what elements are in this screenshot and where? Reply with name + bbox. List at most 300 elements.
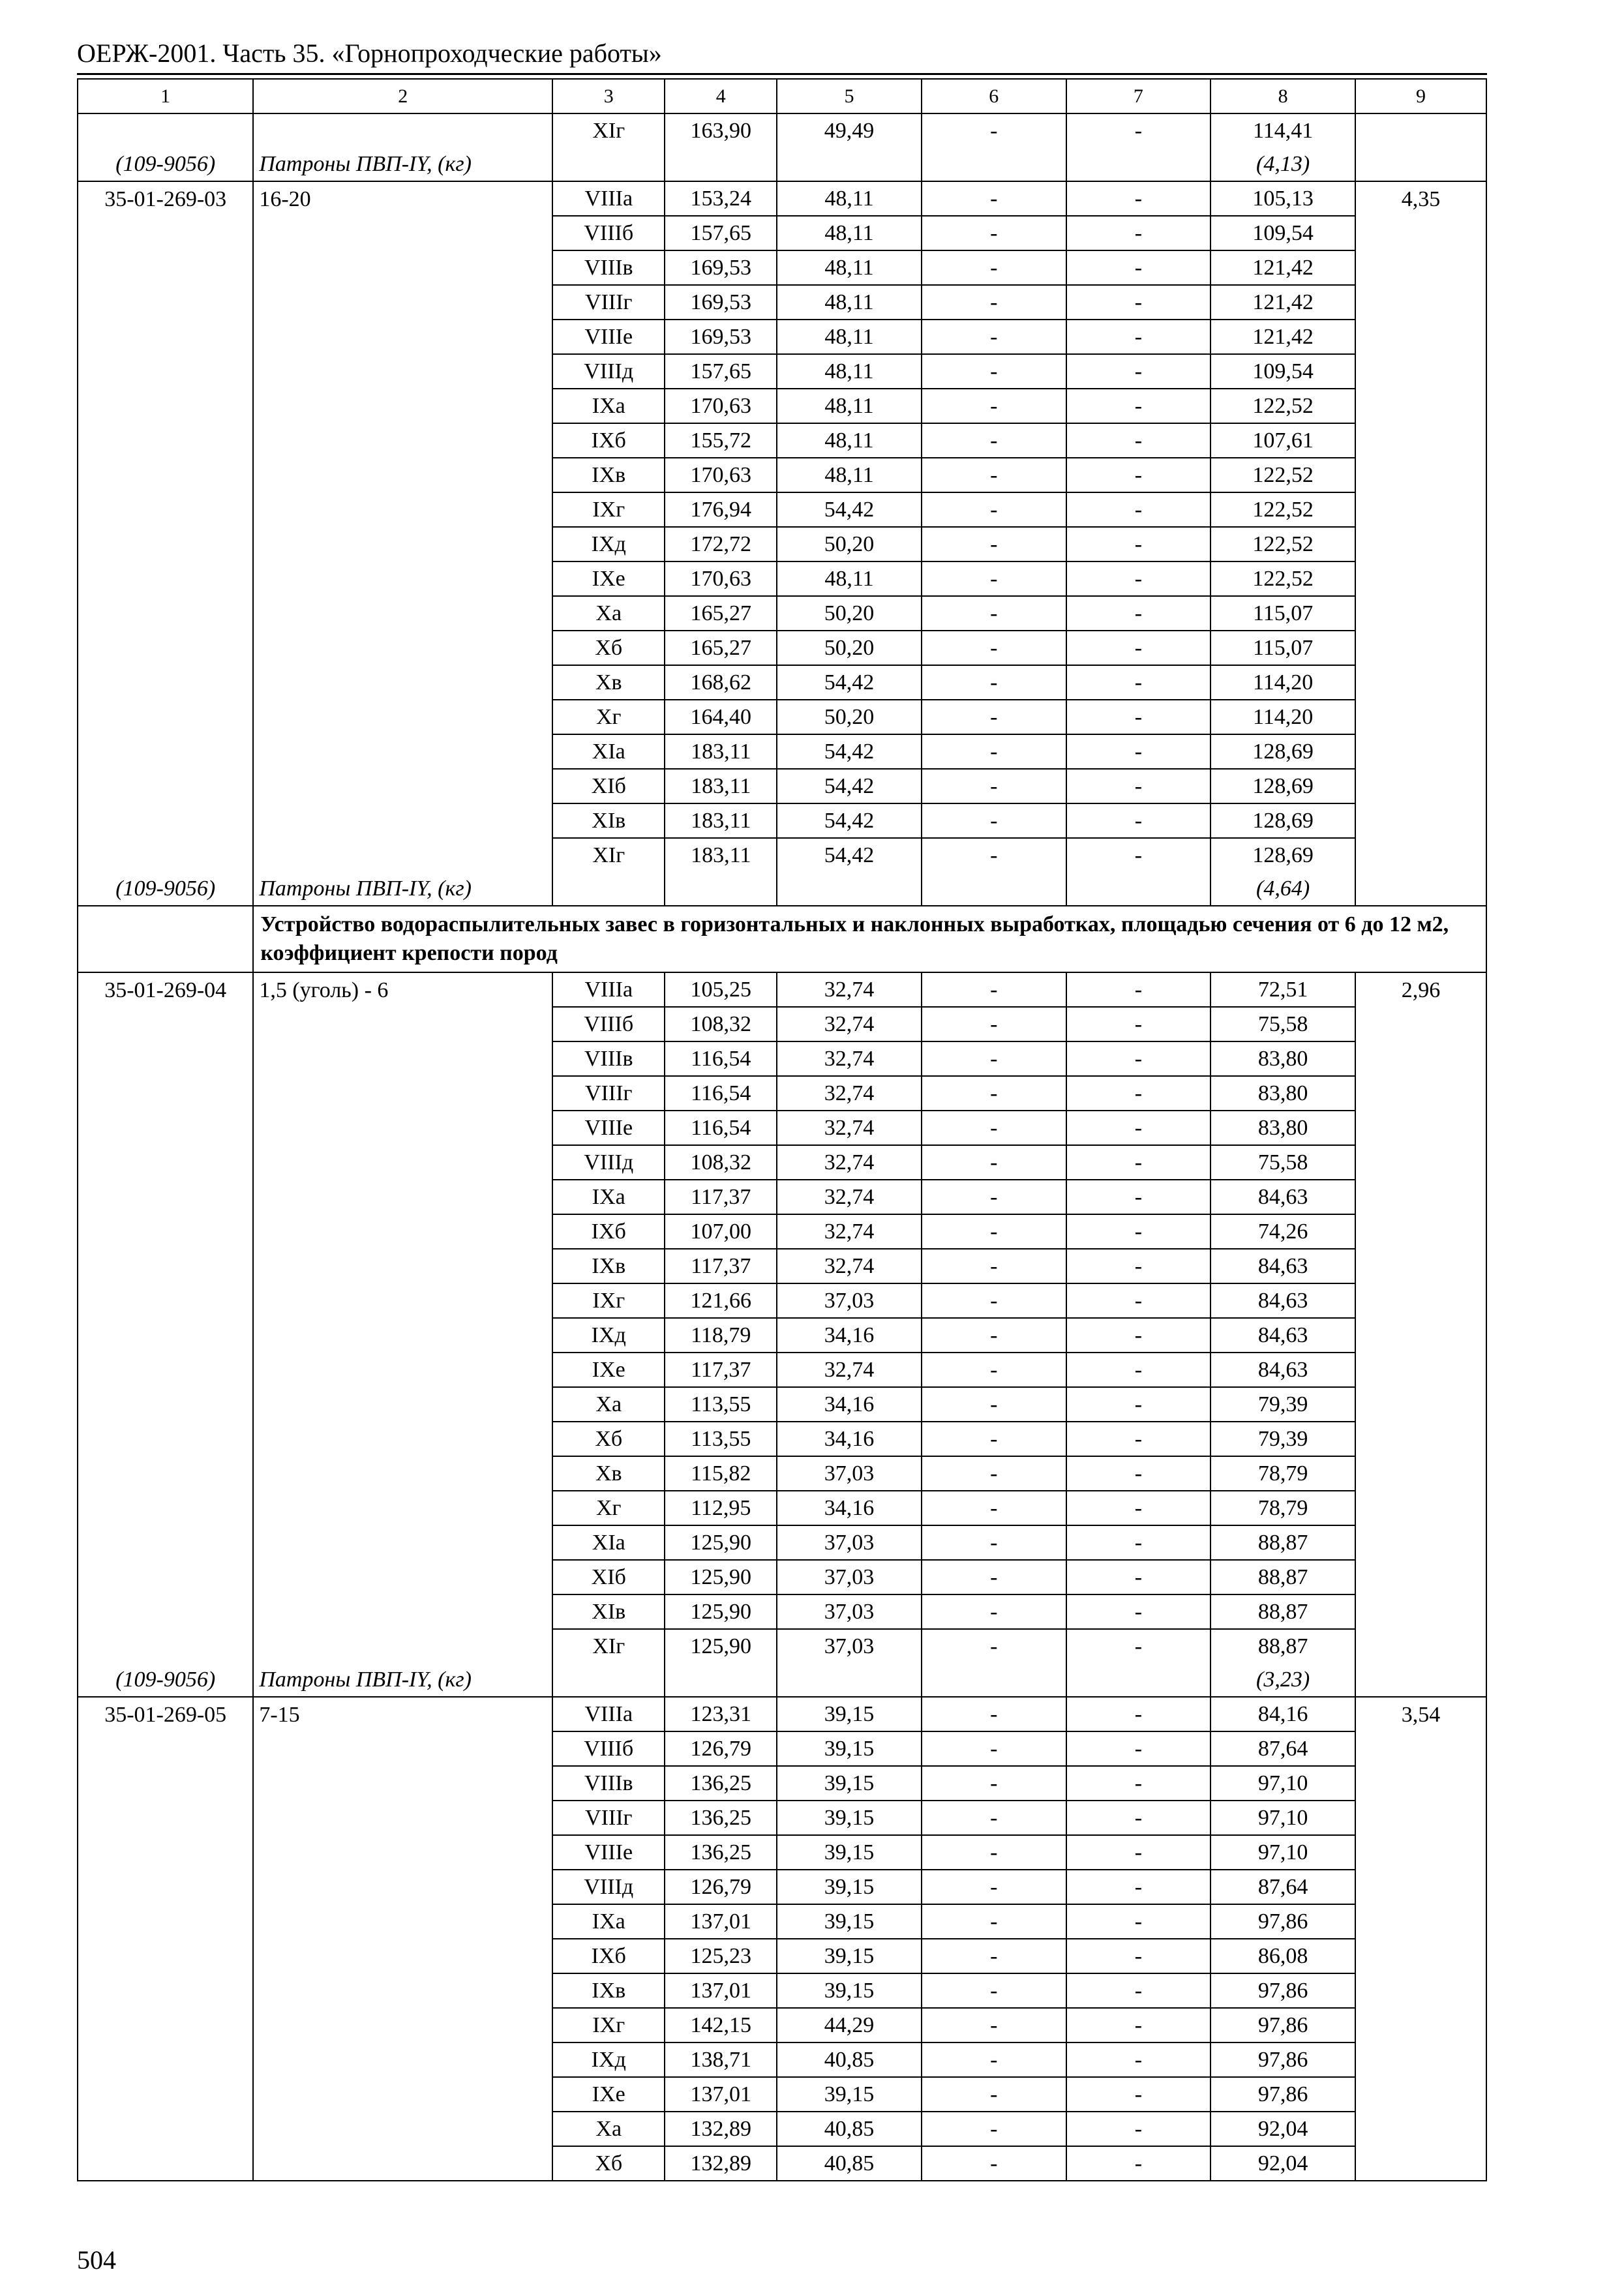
cell-c4: 117,37 — [665, 1353, 777, 1387]
table-row — [78, 1353, 1486, 1387]
cell-c7: - — [1066, 527, 1211, 561]
cell-c4: 113,55 — [665, 1387, 777, 1422]
cell-c7: - — [1066, 700, 1211, 734]
cell-c3: Xг — [552, 700, 665, 734]
cell-c1 — [78, 596, 253, 631]
cell-c6: - — [922, 1491, 1066, 1525]
cell-c8: 79,39 — [1210, 1422, 1355, 1456]
cell-c8: 115,07 — [1210, 631, 1355, 665]
cell-c8: 78,79 — [1210, 1456, 1355, 1491]
cell-c8: (4,64) — [1210, 872, 1355, 906]
cell-c3: XIб — [552, 769, 665, 803]
cell-c4: 108,32 — [665, 1007, 777, 1041]
cell-c4: 176,94 — [665, 492, 777, 527]
cell-c6: - — [922, 1387, 1066, 1422]
cell-c9 — [1355, 838, 1486, 872]
table-row — [78, 2112, 1486, 2146]
cell-c7: - — [1066, 1870, 1211, 1904]
cell-c3: IXе — [552, 561, 665, 596]
table-row — [78, 492, 1486, 527]
cell-c1 — [78, 285, 253, 320]
cell-c9 — [1355, 1870, 1486, 1904]
cell-c7: - — [1066, 1283, 1211, 1318]
cell-c6: - — [922, 1214, 1066, 1249]
cell-c5: 54,42 — [777, 838, 922, 872]
cell-c1 — [78, 631, 253, 665]
cell-c4: 183,11 — [665, 803, 777, 838]
cell-c3: XIб — [552, 1560, 665, 1594]
cell-c1 — [78, 1560, 253, 1594]
cell-c7: - — [1066, 838, 1211, 872]
cell-c4: 170,63 — [665, 389, 777, 423]
cell-c7: - — [1066, 1766, 1211, 1801]
cell-c3: XIг — [552, 1629, 665, 1663]
cell-c7: - — [1066, 216, 1211, 250]
cell-c4: 165,27 — [665, 596, 777, 631]
cell-c9 — [1355, 492, 1486, 527]
cell-c5: 49,49 — [777, 113, 922, 147]
cell-c2 — [253, 285, 552, 320]
cell-c9 — [1355, 423, 1486, 458]
cell-c3 — [552, 147, 665, 181]
cell-c4: 121,66 — [665, 1283, 777, 1318]
cell-c7: - — [1066, 285, 1211, 320]
cell-c1 — [78, 1731, 253, 1766]
cell-c2 — [253, 1594, 552, 1629]
cell-c1 — [78, 1491, 253, 1525]
cell-c5: 32,74 — [777, 1111, 922, 1145]
cell-c4 — [665, 147, 777, 181]
cell-c5: 37,03 — [777, 1560, 922, 1594]
cell-c1 — [78, 527, 253, 561]
cell-c8: 128,69 — [1210, 838, 1355, 872]
table-body — [78, 79, 1486, 2181]
table-row — [78, 1870, 1486, 1904]
cell-c8: 78,79 — [1210, 1491, 1355, 1525]
cell-c1 — [78, 1318, 253, 1353]
cell-c7: - — [1066, 2146, 1211, 2181]
cell-c6: - — [922, 1939, 1066, 1973]
cell-c6: - — [922, 1041, 1066, 1076]
cell-c8: 88,87 — [1210, 1525, 1355, 1560]
cell-c1 — [78, 803, 253, 838]
cell-c2 — [253, 1939, 552, 1973]
cell-c1 — [78, 2042, 253, 2077]
cell-c8: 92,04 — [1210, 2146, 1355, 2181]
cell-c9 — [1355, 354, 1486, 389]
cell-c8: 84,63 — [1210, 1249, 1355, 1283]
cell-c3: IXв — [552, 1973, 665, 2008]
cell-c7 — [1066, 147, 1211, 181]
cell-c5: 50,20 — [777, 527, 922, 561]
cell-c5: 54,42 — [777, 769, 922, 803]
cell-c2 — [253, 1766, 552, 1801]
cell-c8: 84,63 — [1210, 1180, 1355, 1214]
cell-c4: 132,89 — [665, 2112, 777, 2146]
cell-c5 — [777, 872, 922, 906]
cell-c9 — [1355, 734, 1486, 769]
table-row — [78, 2042, 1486, 2077]
cell-c7: - — [1066, 596, 1211, 631]
cell-c6: - — [922, 2112, 1066, 2146]
cell-c5: 37,03 — [777, 1629, 922, 1663]
cell-c6: - — [922, 769, 1066, 803]
cell-c9 — [1355, 1939, 1486, 1973]
cell-c2: 16-20 — [253, 181, 552, 216]
cell-c5: 48,11 — [777, 458, 922, 492]
cell-c9 — [1355, 2146, 1486, 2181]
cell-c1 — [78, 838, 253, 872]
cell-c5: 44,29 — [777, 2008, 922, 2042]
cell-c3: IXд — [552, 2042, 665, 2077]
cell-c9 — [1355, 596, 1486, 631]
cell-c2 — [253, 113, 552, 147]
cell-c6: - — [922, 1249, 1066, 1283]
cell-c3: IXд — [552, 1318, 665, 1353]
cell-c1 — [78, 700, 253, 734]
cell-c1 — [78, 1041, 253, 1076]
cell-c5: 48,11 — [777, 389, 922, 423]
cell-c4: 157,65 — [665, 216, 777, 250]
cell-c2: 7-15 — [253, 1697, 552, 1731]
cell-c6: - — [922, 113, 1066, 147]
cell-c7: - — [1066, 458, 1211, 492]
cell-c9 — [1355, 1214, 1486, 1249]
cell-c1 — [78, 1629, 253, 1663]
cell-c5: 48,11 — [777, 216, 922, 250]
cell-c5: 48,11 — [777, 423, 922, 458]
cell-c3: Xб — [552, 1422, 665, 1456]
cell-c2 — [253, 1283, 552, 1318]
cell-c7: - — [1066, 1629, 1211, 1663]
cell-c2 — [253, 803, 552, 838]
cell-c9 — [1355, 2112, 1486, 2146]
cell-c5: 37,03 — [777, 1525, 922, 1560]
cell-c8: 109,54 — [1210, 354, 1355, 389]
cell-c6: - — [922, 527, 1066, 561]
cell-c7: - — [1066, 1560, 1211, 1594]
cell-c1: (109-9056) — [78, 1663, 253, 1697]
cell-c7: - — [1066, 1041, 1211, 1076]
cell-c1 — [78, 1387, 253, 1422]
cell-c9 — [1355, 1041, 1486, 1076]
column-number: 3 — [552, 79, 665, 113]
cell-c9: 3,54 — [1355, 1697, 1486, 1731]
cell-c3: IXб — [552, 1939, 665, 1973]
cell-c4 — [665, 1663, 777, 1697]
cell-c8: 86,08 — [1210, 1939, 1355, 1973]
cell-c2: Патроны ПВП-IY, (кг) — [253, 147, 552, 181]
cell-c6: - — [922, 1353, 1066, 1387]
table-row — [78, 1973, 1486, 2008]
cell-c2 — [253, 1491, 552, 1525]
cell-c8: 128,69 — [1210, 769, 1355, 803]
cell-c6: - — [922, 1283, 1066, 1318]
table-row — [78, 1318, 1486, 1353]
column-number: 8 — [1210, 79, 1355, 113]
cell-c7: - — [1066, 1007, 1211, 1041]
cell-c1 — [78, 216, 253, 250]
cell-c4: 169,53 — [665, 320, 777, 354]
cell-c2 — [253, 1870, 552, 1904]
cell-c7: - — [1066, 1145, 1211, 1180]
cell-c8: 75,58 — [1210, 1007, 1355, 1041]
cell-c7: - — [1066, 113, 1211, 147]
cell-c8: 87,64 — [1210, 1731, 1355, 1766]
cell-c2: 1,5 (уголь) - 6 — [253, 972, 552, 1007]
cell-c3: XIа — [552, 1525, 665, 1560]
cell-c2 — [253, 700, 552, 734]
cell-c5: 50,20 — [777, 596, 922, 631]
table-row — [78, 285, 1486, 320]
table-row — [78, 1180, 1486, 1214]
cell-c6: - — [922, 1766, 1066, 1801]
cell-c5: 48,11 — [777, 181, 922, 216]
table-row — [78, 2146, 1486, 2181]
cell-c5: 39,15 — [777, 1801, 922, 1835]
section-heading-row — [78, 906, 1486, 972]
cell-c1 — [78, 1904, 253, 1939]
cell-c3: XIг — [552, 113, 665, 147]
cell-c1 — [78, 2112, 253, 2146]
cell-c9 — [1355, 250, 1486, 285]
cell-c7: - — [1066, 1594, 1211, 1629]
cell-c4 — [665, 872, 777, 906]
table-row — [78, 320, 1486, 354]
cell-c1 — [78, 2077, 253, 2112]
cell-c9 — [1355, 1456, 1486, 1491]
cell-c7: - — [1066, 1249, 1211, 1283]
cell-c7: - — [1066, 1318, 1211, 1353]
cell-c5: 37,03 — [777, 1283, 922, 1318]
cell-c9 — [1355, 561, 1486, 596]
cell-c2 — [253, 2008, 552, 2042]
table-row — [78, 1939, 1486, 1973]
cell-c2 — [253, 1353, 552, 1387]
column-number-row — [78, 79, 1486, 113]
cell-c7: - — [1066, 665, 1211, 700]
cell-c2 — [253, 216, 552, 250]
cell-c3: XIг — [552, 838, 665, 872]
cell-c6: - — [922, 1594, 1066, 1629]
cell-c5: 48,11 — [777, 285, 922, 320]
cell-c6: - — [922, 1076, 1066, 1111]
cell-c4: 116,54 — [665, 1041, 777, 1076]
cell-c4: 137,01 — [665, 1904, 777, 1939]
cell-c3 — [552, 1663, 665, 1697]
cell-c5: 39,15 — [777, 1766, 922, 1801]
cell-c4: 137,01 — [665, 1973, 777, 2008]
table-row — [78, 700, 1486, 734]
cell-c3: VIIIв — [552, 250, 665, 285]
cell-c6: - — [922, 1973, 1066, 2008]
material-row — [78, 147, 1486, 181]
table-row — [78, 769, 1486, 803]
cell-c3: VIIIб — [552, 216, 665, 250]
cell-c3: IXб — [552, 423, 665, 458]
cell-c9 — [1355, 216, 1486, 250]
cell-c3: IXг — [552, 492, 665, 527]
cell-c9 — [1355, 320, 1486, 354]
header-rule — [77, 73, 1487, 75]
cell-c7: - — [1066, 1697, 1211, 1731]
cell-c5: 34,16 — [777, 1422, 922, 1456]
cell-c3: IXа — [552, 1904, 665, 1939]
cell-c6: - — [922, 250, 1066, 285]
cell-c7: - — [1066, 2112, 1211, 2146]
cell-c5: 37,03 — [777, 1456, 922, 1491]
cell-c1 — [78, 1456, 253, 1491]
cell-c9 — [1355, 1353, 1486, 1387]
cell-c7: - — [1066, 1214, 1211, 1249]
cell-c4: 137,01 — [665, 2077, 777, 2112]
cell-c3: IXв — [552, 1249, 665, 1283]
cell-c6: - — [922, 803, 1066, 838]
table-row — [78, 2008, 1486, 2042]
cell-c4: 183,11 — [665, 769, 777, 803]
cell-c6: - — [922, 1525, 1066, 1560]
cell-c1 — [78, 1353, 253, 1387]
cell-c1 — [78, 1766, 253, 1801]
cell-c1: (109-9056) — [78, 147, 253, 181]
cell-c2 — [253, 769, 552, 803]
table-row — [78, 250, 1486, 285]
table-row — [78, 1904, 1486, 1939]
table-row — [78, 1697, 1486, 1731]
cell-c9 — [1355, 527, 1486, 561]
table-row — [78, 631, 1486, 665]
cell-c2 — [253, 1145, 552, 1180]
cell-c1 — [78, 1180, 253, 1214]
cell-c9 — [1355, 1766, 1486, 1801]
cell-c9 — [1355, 1904, 1486, 1939]
material-row — [78, 1663, 1486, 1697]
cell-c7: - — [1066, 1525, 1211, 1560]
cell-c2 — [253, 2112, 552, 2146]
cell-c9 — [1355, 1663, 1486, 1697]
cell-c1 — [78, 734, 253, 769]
column-number: 4 — [665, 79, 777, 113]
cell-c5: 39,15 — [777, 1973, 922, 2008]
cell-c7: - — [1066, 1835, 1211, 1870]
cell-c7: - — [1066, 1731, 1211, 1766]
cell-c3: VIIIа — [552, 1697, 665, 1731]
cell-c9 — [1355, 285, 1486, 320]
cell-c9 — [1355, 1249, 1486, 1283]
cell-c8: 121,42 — [1210, 285, 1355, 320]
cell-c9 — [1355, 458, 1486, 492]
cell-c3: Xв — [552, 665, 665, 700]
cell-c8: 72,51 — [1210, 972, 1355, 1007]
cell-c5: 39,15 — [777, 1939, 922, 1973]
cell-c8: 128,69 — [1210, 734, 1355, 769]
cell-c9 — [1355, 1835, 1486, 1870]
cell-c8: 114,41 — [1210, 113, 1355, 147]
cell-c2 — [253, 665, 552, 700]
cell-c3: VIIIб — [552, 1007, 665, 1041]
cell-c5: 50,20 — [777, 631, 922, 665]
cell-c1 — [78, 423, 253, 458]
cell-c1 — [78, 389, 253, 423]
cell-c8: 121,42 — [1210, 320, 1355, 354]
cell-c3: VIIIд — [552, 1870, 665, 1904]
cell-c5: 40,85 — [777, 2042, 922, 2077]
cell-c2 — [253, 1731, 552, 1766]
cell-c3: VIIIд — [552, 1145, 665, 1180]
cell-c9 — [1355, 1629, 1486, 1663]
cell-c1 — [78, 1835, 253, 1870]
cell-c7 — [1066, 1663, 1211, 1697]
cell-c2 — [253, 1007, 552, 1041]
cell-c2 — [253, 1835, 552, 1870]
cell-c9 — [1355, 665, 1486, 700]
cell-c6: - — [922, 389, 1066, 423]
column-number: 7 — [1066, 79, 1211, 113]
cell-c4: 136,25 — [665, 1766, 777, 1801]
cell-c9 — [1355, 1973, 1486, 2008]
cell-c8: 83,80 — [1210, 1111, 1355, 1145]
cell-c5: 34,16 — [777, 1387, 922, 1422]
cell-c5: 54,42 — [777, 492, 922, 527]
cell-c9 — [1355, 631, 1486, 665]
cell-c3: VIIIг — [552, 1076, 665, 1111]
cell-c6: - — [922, 1870, 1066, 1904]
cell-c9 — [1355, 1180, 1486, 1214]
cell-c4: 107,00 — [665, 1214, 777, 1249]
cell-c2 — [253, 492, 552, 527]
cell-c5: 32,74 — [777, 1180, 922, 1214]
cell-c9 — [1355, 1491, 1486, 1525]
cell-c1 — [78, 250, 253, 285]
column-number: 2 — [253, 79, 552, 113]
cell-c9 — [1355, 1731, 1486, 1766]
cell-c2 — [253, 1214, 552, 1249]
cell-c3: VIIIв — [552, 1766, 665, 1801]
cell-c9: 4,35 — [1355, 181, 1486, 216]
cell-c6: - — [922, 1801, 1066, 1835]
cell-c1 — [78, 1249, 253, 1283]
table-row — [78, 1456, 1486, 1491]
cell-c6: - — [922, 320, 1066, 354]
cell-c8: 84,16 — [1210, 1697, 1355, 1731]
cell-c3: VIIIе — [552, 1835, 665, 1870]
cell-c2: Патроны ПВП-IY, (кг) — [253, 872, 552, 906]
cell-c8: 114,20 — [1210, 700, 1355, 734]
cell-c5: 48,11 — [777, 320, 922, 354]
cell-c5: 32,74 — [777, 1249, 922, 1283]
cell-c2 — [253, 1973, 552, 2008]
cell-c8: 74,26 — [1210, 1214, 1355, 1249]
cell-c4: 108,32 — [665, 1145, 777, 1180]
cell-c4: 170,63 — [665, 458, 777, 492]
cell-c4: 136,25 — [665, 1801, 777, 1835]
table-row — [78, 354, 1486, 389]
cell-c9 — [1355, 872, 1486, 906]
cell-c5: 32,74 — [777, 1214, 922, 1249]
cell-c2 — [253, 1249, 552, 1283]
cell-c1 — [78, 458, 253, 492]
cell-c3: Xг — [552, 1491, 665, 1525]
cell-c9 — [1355, 1387, 1486, 1422]
cell-c1 — [78, 1214, 253, 1249]
cell-c8: 122,52 — [1210, 389, 1355, 423]
cell-c4: 112,95 — [665, 1491, 777, 1525]
cell-c2 — [253, 596, 552, 631]
table-row — [78, 1629, 1486, 1663]
cell-c9 — [1355, 1594, 1486, 1629]
cell-c8: 84,63 — [1210, 1318, 1355, 1353]
cell-c3: VIIIв — [552, 1041, 665, 1076]
